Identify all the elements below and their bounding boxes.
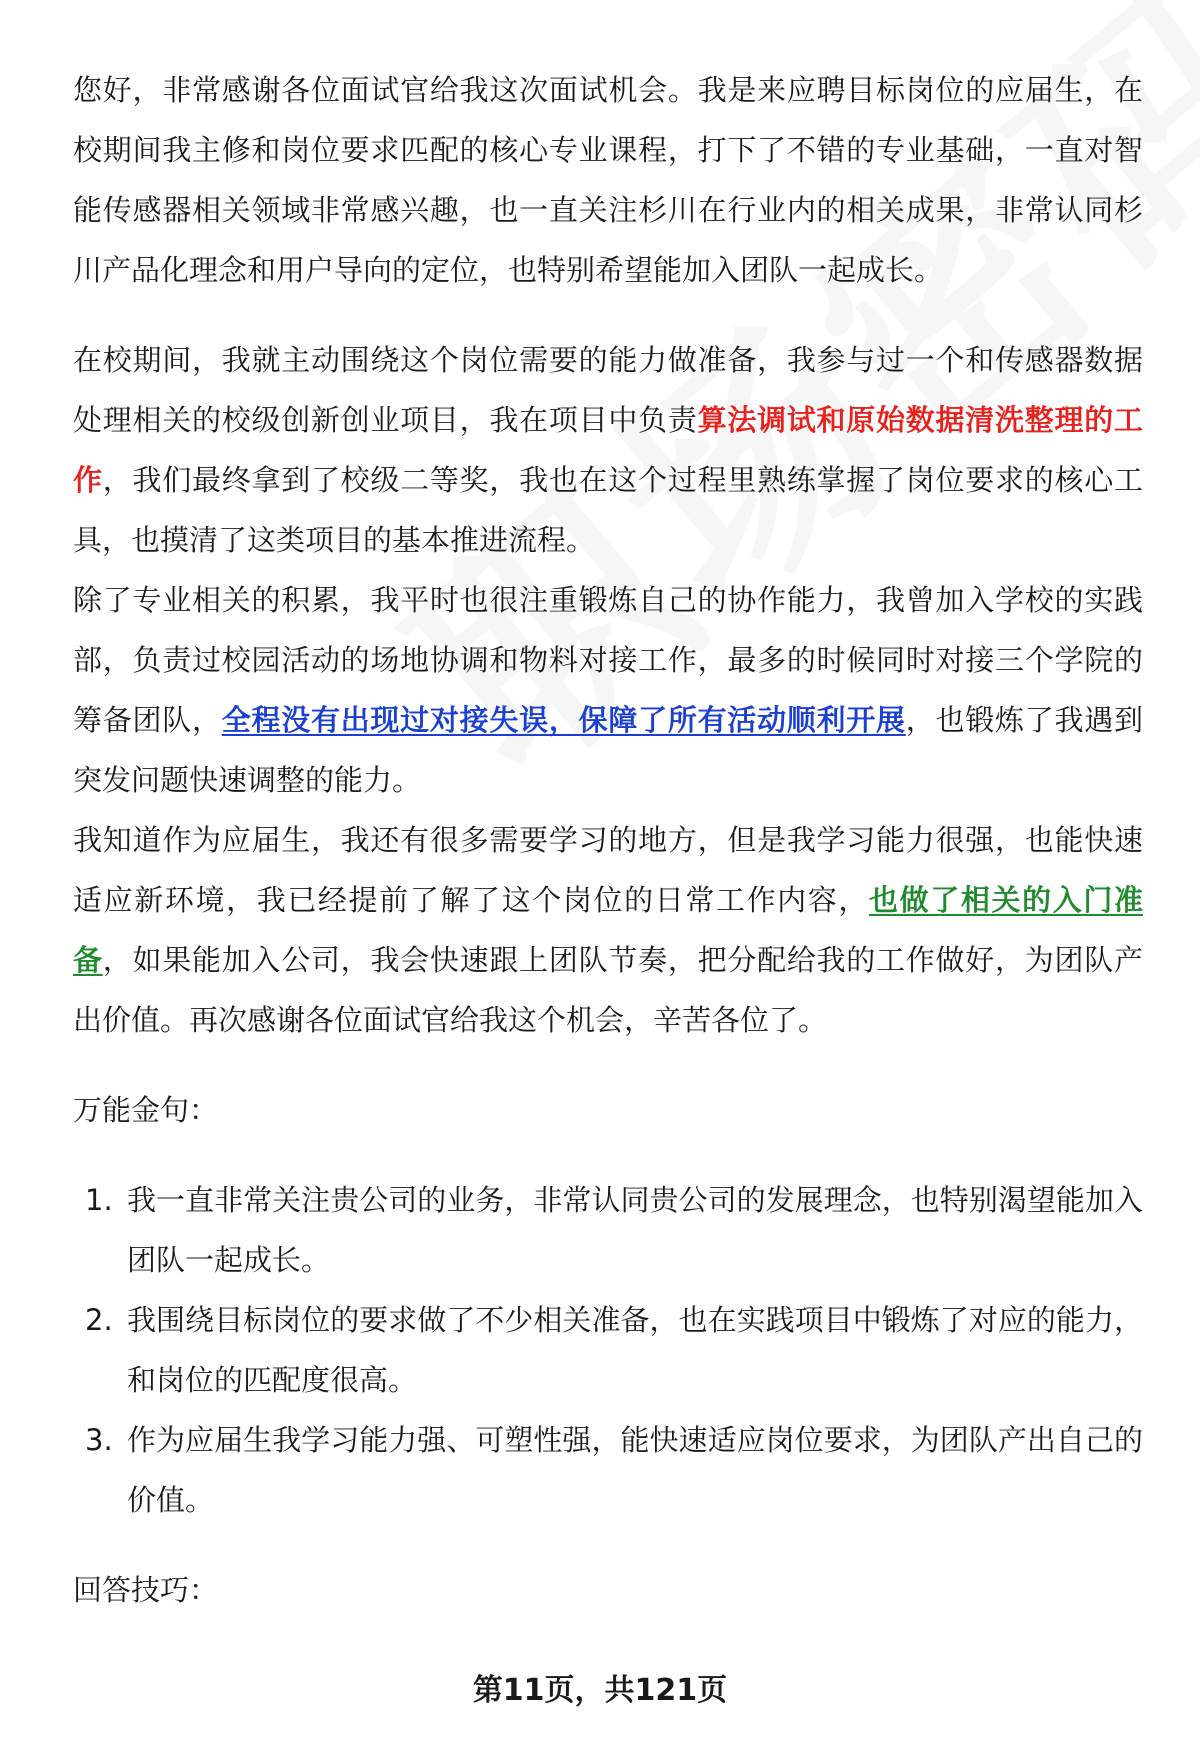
highlight-green: 也做了相关的入门准备	[73, 883, 1143, 977]
page-number: 第11页，共121页	[472, 1673, 728, 1708]
tips-heading: 回答技巧：	[73, 1573, 219, 1607]
list-item: 3. 作为应届生我学习能力强、可塑性强，能快速适应岗位要求，为团队产出自己的价值。	[85, 1423, 1143, 1517]
golden-list	[73, 1170, 1143, 1530]
list-item: 2. 我围绕目标岗位的要求做了不少相关准备，也在实践项目中锻炼了对应的能力，和岗位的匹配度很高。	[85, 1303, 1143, 1397]
intro-paragraph: 您好，非常感谢各位面试官给我这次面试机会。我是来应聘目标岗位的应届生，在校期间我主修和岗位要求匹配的核心专业课程，打下了不错的专业基础，一直对智能传感器相关领域非常感兴趣，也一直关注杉川在行业内的相关成果，非常认同杉川产品化理念和用户导向的定位，也特别希望能加入团队一起成长。	[73, 73, 1143, 287]
document-body	[73, 60, 1143, 1620]
golden-heading: 万能金句：	[73, 1093, 219, 1127]
teamwork-paragraph: 除了专业相关的积累，我平时也很注重锻炼自己的协作能力，我曾加入学校的实践部，负责过校园活动的场地协调和物料对接工作，最多的时候同时对接三个学院的筹备团队，全程没有出现过对接失误，保障了所有活动顺利开展，也锻炼了我遇到突发问题快速调整的能力。	[73, 583, 1143, 797]
highlight-red: 算法调试和原始数据清洗整理的工作	[73, 403, 1143, 497]
highlight-blue: 全程没有出现过对接失误，保障了所有活动顺利开展	[221, 703, 906, 737]
closing-paragraph: 我知道作为应届生，我还有很多需要学习的地方，但是我学习能力很强，也能快速适应新环境，我已经提前了解了这个岗位的日常工作内容，也做了相关的入门准备，如果能加入公司，我会快速跟上团队节奏，把分配给我的工作做好，为团队产出价值。再次感谢各位面试官给我这个机会，辛苦各位了。	[73, 823, 1143, 1037]
project-paragraph: 在校期间，我就主动围绕这个岗位需要的能力做准备，我参与过一个和传感器数据处理相关的校级创新创业项目，我在项目中负责算法调试和原始数据清洗整理的工作，我们最终拿到了校级二等奖，我也在这个过程里熟练掌握了岗位要求的核心工具，也摸清了这类项目的基本推进流程。	[73, 343, 1143, 557]
list-item: 1. 我一直非常关注贵公司的业务，非常认同贵公司的发展理念，也特别渴望能加入团队一起成长。	[85, 1183, 1143, 1277]
